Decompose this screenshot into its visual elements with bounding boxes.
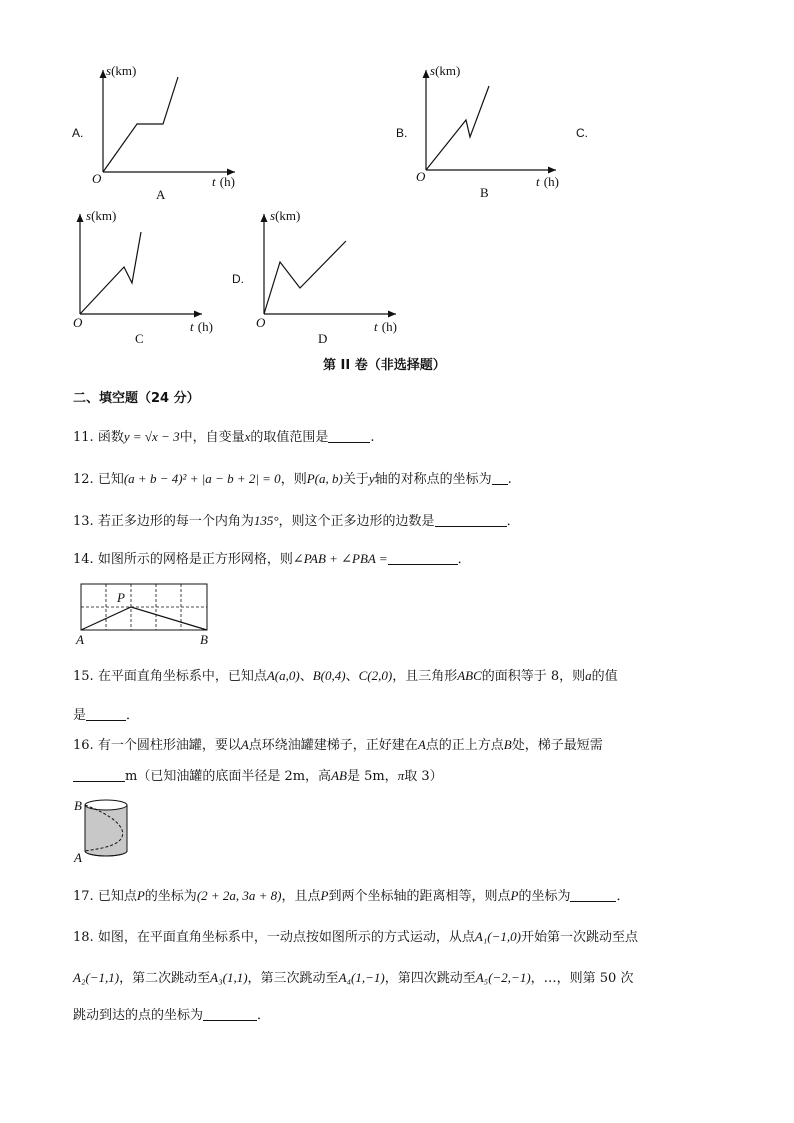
- graph-b-origin: O: [416, 169, 426, 184]
- q16-a1: A: [240, 737, 249, 752]
- q18-number: 18.: [73, 930, 94, 945]
- q11-post: 的取值范围是: [250, 430, 329, 445]
- q11-formula: y = √x − 3: [123, 429, 180, 444]
- question-11: [73, 426, 375, 445]
- q13-angle: 135°: [253, 513, 279, 528]
- graph-b-y-unit: (km): [435, 63, 461, 78]
- question-16-line2: [73, 765, 443, 784]
- q16-number: 16.: [73, 738, 94, 753]
- q13-post: ，则这个正多边形的边数是: [278, 514, 435, 529]
- q14-grid-figure: [80, 583, 210, 633]
- q15-point-c: C(2,0): [358, 668, 393, 683]
- option-c-label: C.: [576, 126, 588, 140]
- q16-line2c: 取 3）: [404, 769, 443, 784]
- q18-t1: ，第二次跳动至: [119, 971, 211, 986]
- q16-line1d: 处，梯子最短需: [511, 738, 603, 753]
- graph-d-x-unit: (h): [381, 319, 397, 334]
- graph-a-y-label: s: [106, 63, 112, 78]
- q13-pre: 若正多边形的每一个内角为: [97, 514, 254, 529]
- q12-pre: 已知: [97, 472, 124, 487]
- q16-label-a: A: [74, 850, 82, 865]
- q11-var: x: [244, 429, 251, 444]
- q12-mid: ，则: [280, 472, 307, 487]
- option-d-label: D.: [232, 272, 244, 286]
- q14-pre: 如图所示的网格是正方形网格，则: [97, 552, 293, 567]
- graph-b-y-label: s: [430, 63, 436, 78]
- q15-line2: 是: [73, 708, 87, 723]
- q15-number: 15.: [73, 669, 94, 684]
- graph-d-y-label: s: [270, 208, 276, 223]
- q12-period: .: [507, 472, 512, 487]
- q16-answer-blank[interactable]: [73, 767, 125, 782]
- q16-ab: AB: [331, 768, 347, 783]
- q12-mid2: 关于: [342, 472, 369, 487]
- question-18: [73, 926, 638, 945]
- q17-period: ．: [616, 889, 630, 904]
- graph-a-x-unit: (h): [219, 174, 235, 189]
- q11-period: .: [370, 430, 375, 445]
- q15-period: ．: [126, 708, 140, 723]
- question-13: [73, 510, 520, 529]
- q18-t3: ，第四次跳动至: [384, 971, 476, 986]
- graph-b-x-label: t: [536, 174, 540, 189]
- q18-a1: A₁(−1,0): [474, 929, 521, 944]
- q14-period: ．: [457, 552, 471, 567]
- q18-a4: A₄(1,−1): [338, 970, 385, 985]
- q17-p2: P: [320, 888, 329, 903]
- q15-pre: 在平面直角坐标系中，已知点: [97, 669, 267, 684]
- q12-answer-blank[interactable]: [492, 470, 508, 485]
- q18-a3: A₃(1,1): [210, 970, 248, 985]
- q16-a2: A: [417, 737, 426, 752]
- graph-d-y-unit: (km): [275, 208, 301, 223]
- question-18-line3: [73, 1004, 270, 1023]
- graph-c-y-label: s: [86, 208, 92, 223]
- question-17: [73, 885, 629, 904]
- q16-unit: m（已知油罐的底面半径是 2m，高: [125, 769, 332, 784]
- question-18-line2: [73, 967, 633, 986]
- question-12: [73, 468, 512, 487]
- graph-a-caption: A: [156, 187, 166, 202]
- graph-c-y-unit: (km): [91, 208, 117, 223]
- q17-mid: 的坐标为: [144, 889, 197, 904]
- q14-label-b: B: [200, 632, 208, 647]
- q16-label-b: B: [74, 798, 82, 813]
- q16-line2b: 是 5m，: [346, 769, 398, 784]
- graph-b-x-unit: (h): [543, 174, 559, 189]
- graph-c-caption: C: [135, 331, 144, 346]
- q16-line1: 有一个圆柱形油罐，要以: [97, 738, 241, 753]
- q11-pre: 函数: [97, 430, 124, 445]
- graph-a-x-label: t: [212, 174, 216, 189]
- q12-axis: y: [368, 471, 375, 486]
- q17-post: 的坐标为: [518, 889, 571, 904]
- graph-a-origin: O: [92, 171, 102, 186]
- graph-b-caption: B: [480, 185, 489, 200]
- q18-t2: ，第三次跳动至: [247, 971, 339, 986]
- q11-answer-blank[interactable]: [328, 428, 370, 443]
- q12-point: P(a, b): [306, 471, 343, 486]
- q12-post: 轴的对称点的坐标为: [374, 472, 492, 487]
- q17-answer-blank[interactable]: [570, 887, 616, 902]
- q17-coord: (2 + 2a, 3a + 8): [196, 888, 282, 903]
- q12-formula: (a + b − 4)² + |a − b + 2| = 0: [123, 471, 281, 486]
- q15-triangle: ABC: [457, 668, 482, 683]
- question-15-line2: [73, 704, 139, 723]
- option-b-label: B.: [396, 126, 408, 140]
- graph-c-x-unit: (h): [197, 319, 213, 334]
- q18-answer-blank[interactable]: [203, 1006, 257, 1021]
- graph-d-origin: O: [256, 315, 266, 330]
- q18-line1: 如图，在平面直角坐标系中，一动点按如图所示的方式运动，从点: [97, 930, 475, 945]
- q11-number: 11.: [73, 430, 94, 445]
- q18-period: ．: [257, 1008, 271, 1023]
- graph-c-origin: O: [73, 315, 83, 330]
- q15-sep2: 、: [345, 669, 359, 684]
- q18-a2: A₂(−1,1): [73, 970, 120, 985]
- option-a-label: A.: [72, 126, 84, 140]
- part-title: 第 II 卷（非选择题）: [323, 358, 446, 373]
- section-heading: 二、填空题（24 分）: [73, 391, 200, 406]
- graph-d-caption: D: [318, 331, 328, 346]
- q15-var: a: [585, 668, 592, 683]
- q17-mid3: 到两个坐标轴的距离相等，则点: [328, 889, 511, 904]
- q17-mid2: ，且点: [281, 889, 321, 904]
- q16-pi: π: [397, 768, 405, 783]
- q17-number: 17.: [73, 889, 94, 904]
- graph-d-x-label: t: [374, 319, 378, 334]
- q18-line1b: 开始第一次跳动至点: [521, 930, 639, 945]
- q11-mid: 中，自变量: [179, 430, 245, 445]
- question-16: [73, 734, 603, 753]
- q18-line3: 跳动到达的点的坐标为: [73, 1008, 204, 1023]
- q17-p: P: [136, 888, 145, 903]
- q16-cylinder-figure: [82, 797, 132, 861]
- question-15: [73, 665, 618, 684]
- q14-answer-blank[interactable]: [388, 550, 458, 565]
- q15-sep1: 、: [299, 669, 313, 684]
- graph-a-y-unit: (km): [111, 63, 137, 78]
- q12-number: 12.: [73, 472, 94, 487]
- q16-b1: B: [503, 737, 512, 752]
- q15-point-a: A(a,0): [266, 668, 300, 683]
- q15-answer-blank[interactable]: [86, 706, 126, 721]
- q15-point-b: B(0,4): [312, 668, 346, 683]
- q15-mid2: 的面积等于 8，则: [481, 669, 586, 684]
- q14-number: 14.: [73, 552, 94, 567]
- q15-post: 的值: [591, 669, 618, 684]
- q16-line1b: 点环绕油罐建梯子，正好建在: [248, 738, 418, 753]
- q16-line1c: 点的正上方点: [425, 738, 504, 753]
- question-14: [73, 548, 471, 567]
- q14-label-p: P: [117, 590, 125, 605]
- q17-p3: P: [510, 888, 519, 903]
- graph-c-x-label: t: [190, 319, 194, 334]
- q13-number: 13.: [73, 514, 94, 529]
- q17-pre: 已知点: [97, 889, 137, 904]
- q18-a5: A₅(−2,−1): [475, 970, 531, 985]
- q13-period: ．: [506, 514, 520, 529]
- q14-label-a: A: [76, 632, 84, 647]
- q14-formula: ∠PAB + ∠PBA =: [292, 551, 388, 566]
- q13-answer-blank[interactable]: [435, 512, 507, 527]
- q15-mid: ，且三角形: [392, 669, 458, 684]
- q18-t4: ，…，则第 50 次: [530, 971, 634, 986]
